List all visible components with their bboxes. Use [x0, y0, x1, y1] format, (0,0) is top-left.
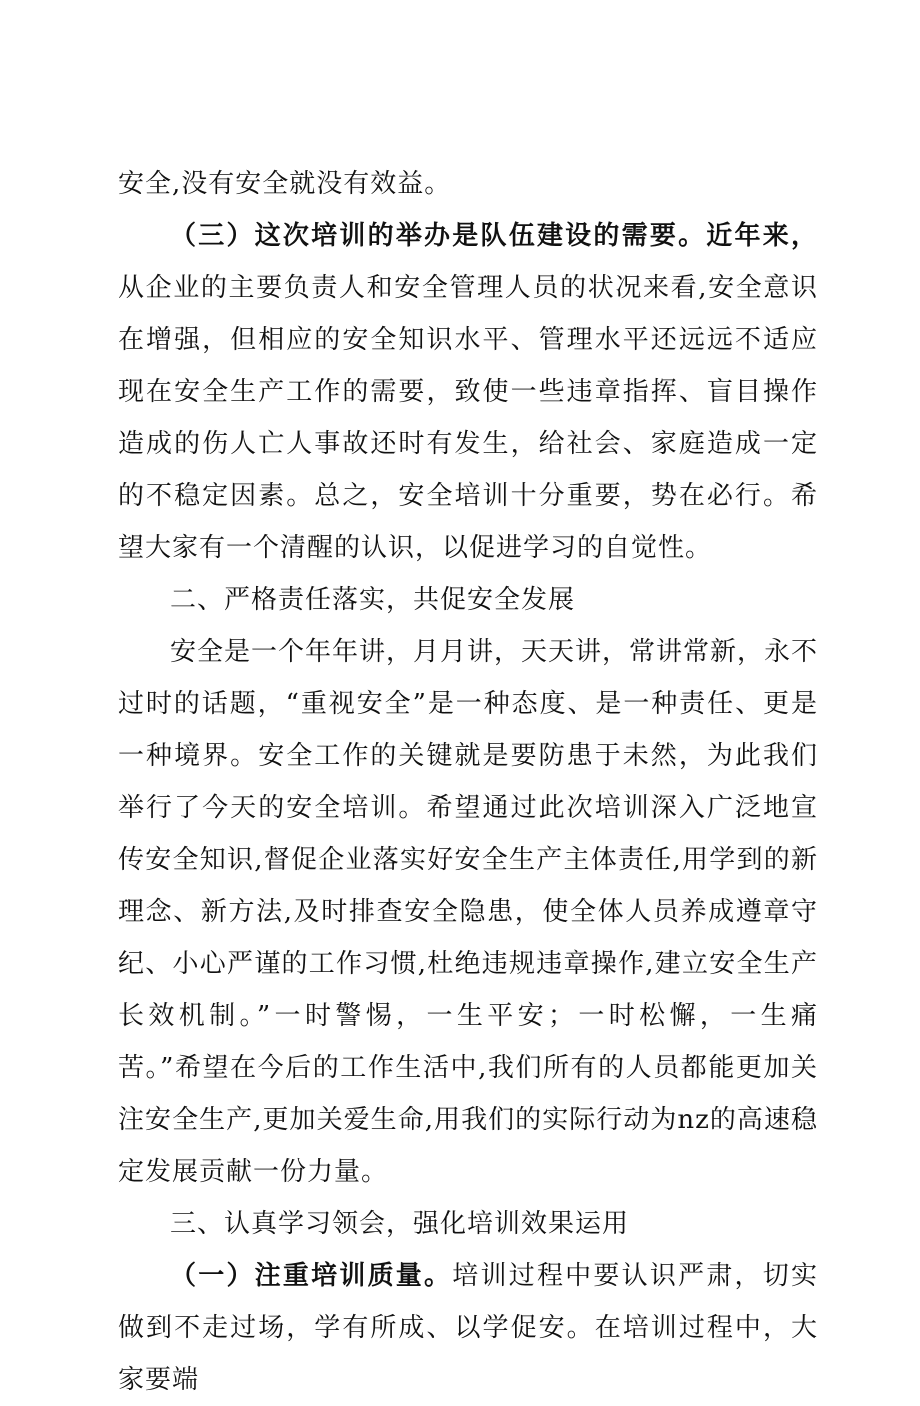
document-body [118, 158, 818, 1406]
paragraph-continuation: 安全,没有安全就没有效益。 [118, 169, 452, 199]
paragraph-lead-bold: （三）这次培训的举办是队伍建设的需要。近年来， [170, 221, 818, 251]
paragraph-safety: 安全是一个年年讲，月月讲，天天讲，常讲常新，永不过时的话题，“重视安全”是一种态度、是一种责任、更是一种境界。安全工作的关键就是要防患于未然，为此我们举行了今天的安全培训。希望通过此次培训深入广泛地宣传安全知识,督促企业落实好安全生产主体责任,用学到的新理念、新方法,及时排查安全隐患，使全体人员养成遵章守纪、小心严谨的工作习惯,杜绝违规违章操作,建立安全生产长效机制。”一时警惕，一生平安；一时松懈，一生痛苦。”希望在今后的工作生活中,我们所有的人员都能更加关注安全生产,更加关爱生命,用我们的实际行动为nz的高速稳定发展贡献一份力量。 [118, 637, 819, 1187]
section-heading-2: 二、严格责任落实，共促安全发展 [170, 585, 576, 615]
paragraph-training-quality [118, 1250, 818, 1406]
section-heading-3: 三、认真学习领会，强化培训效果运用 [170, 1209, 630, 1239]
paragraph-lead-bold: （一）注重培训质量。 [170, 1261, 453, 1291]
paragraph-team-building [118, 210, 818, 574]
paragraph-body-text: 培训过程中要认识严肃，切实做到不走过场，学有所成、以学促安。在培训过程中，大家要端 [118, 1261, 818, 1395]
paragraph-body-text: 从企业的主要负责人和安全管理人员的状况来看,安全意识在增强，但相应的安全知识水平、管理水平还远远不适应现在安全生产工作的需要，致使一些违章指挥、盲目操作造成的伤人亡人事故还时有发生，给社会、家庭造成一定的不稳定因素。总之，安全培训十分重要，势在必行。希望大家有一个清醒的认识，以促进学习的自觉性。 [118, 273, 818, 563]
